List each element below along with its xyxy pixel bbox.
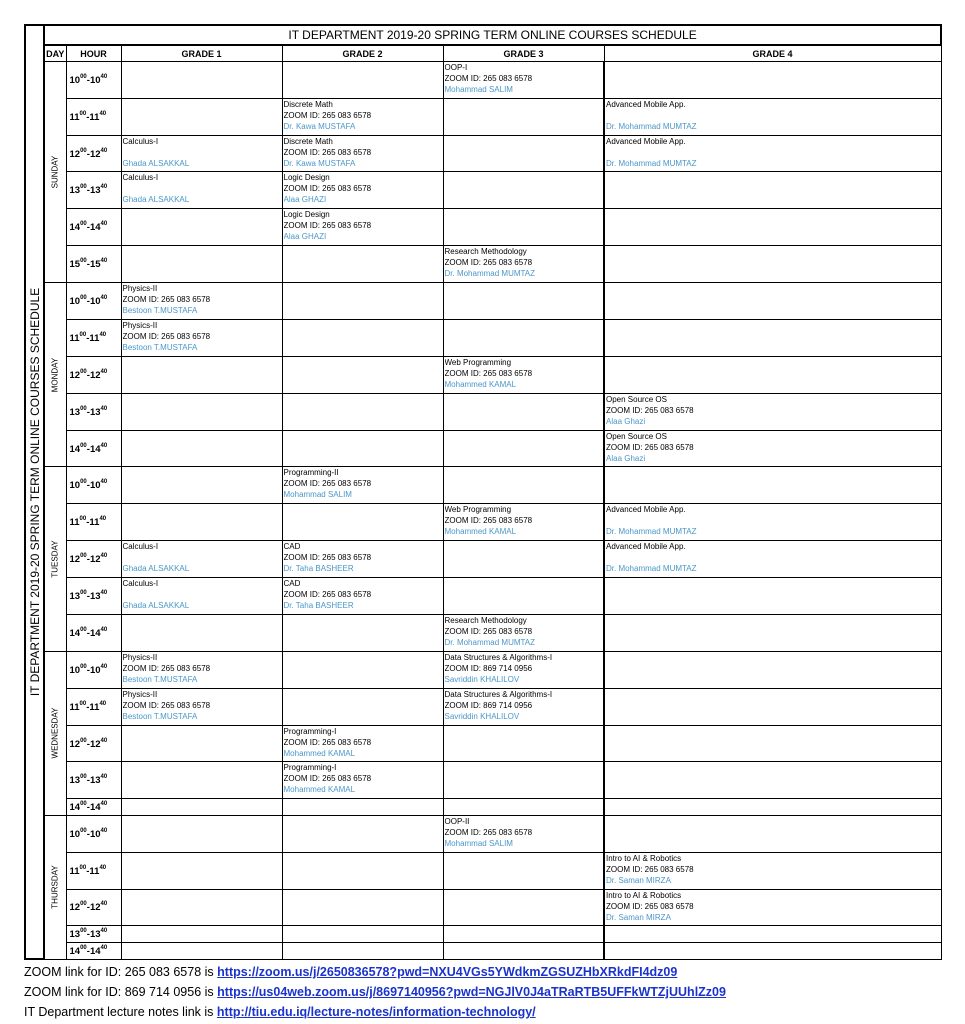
hour-cell: $15^{00}-15^{40}$ bbox=[66, 246, 121, 283]
grade-1-cell bbox=[121, 209, 282, 246]
hour-cell: $10^{00}-10^{40}$ bbox=[66, 61, 121, 98]
instructor-name: Mohammad SALIM bbox=[444, 838, 513, 848]
course-name: Web Programming bbox=[444, 357, 512, 367]
instructor-name: Dr. Mohammad MUMTAZ bbox=[606, 158, 697, 168]
instructor-name: Alaa GHAZI bbox=[283, 195, 327, 205]
grade-3-cell bbox=[443, 578, 604, 615]
grade-3-cell bbox=[443, 688, 604, 725]
grade-4-cell bbox=[604, 614, 941, 651]
hour-cell: $11^{00}-11^{40}$ bbox=[66, 852, 121, 889]
grade-4-cell bbox=[604, 942, 941, 959]
schedule-row bbox=[25, 98, 941, 135]
instructor-name: Alaa Ghazi bbox=[606, 453, 646, 463]
instructor-name: Ghada ALSAKKAL bbox=[122, 564, 190, 574]
grade-4-cell bbox=[604, 651, 941, 688]
instructor-name: Dr. Saman MIRZA bbox=[606, 912, 671, 922]
instructor-name: Ghada ALSAKKAL bbox=[122, 601, 190, 611]
zoom-id: ZOOM ID: 265 083 6578 bbox=[283, 479, 372, 489]
grade-4-cell bbox=[604, 135, 941, 172]
course-name: Programming-I bbox=[283, 763, 337, 773]
grade-1-cell bbox=[121, 651, 282, 688]
day-label-monday: MONDAY bbox=[44, 283, 66, 467]
instructor-name: Alaa GHAZI bbox=[283, 232, 327, 242]
hour-cell: $12^{00}-12^{40}$ bbox=[66, 889, 121, 926]
course-name: Intro to AI & Robotics bbox=[606, 853, 682, 863]
instructor-name: Dr. Kawa MUSTAFA bbox=[283, 158, 356, 168]
schedule-row bbox=[25, 246, 941, 283]
schedule-row bbox=[25, 889, 941, 926]
schedule-row bbox=[25, 651, 941, 688]
hour-cell: $10^{00}-10^{40}$ bbox=[66, 467, 121, 504]
hour-cell: $12^{00}-12^{40}$ bbox=[66, 135, 121, 172]
grade-2-cell bbox=[282, 799, 443, 815]
grade-3-cell bbox=[443, 815, 604, 852]
hour-cell: $12^{00}-12^{40}$ bbox=[66, 725, 121, 762]
grade-3-cell bbox=[443, 172, 604, 209]
zoom-id: ZOOM ID: 265 083 6578 bbox=[283, 774, 372, 784]
grade-2-cell bbox=[282, 504, 443, 541]
course-name: Discrete Math bbox=[283, 136, 333, 146]
grade-3-cell bbox=[443, 725, 604, 762]
grade-4-cell bbox=[604, 852, 941, 889]
hour-cell: $14^{00}-14^{40}$ bbox=[66, 942, 121, 959]
course-name: Logic Design bbox=[283, 210, 330, 220]
schedule-row bbox=[25, 852, 941, 889]
zoom-id: ZOOM ID: 265 083 6578 bbox=[444, 73, 533, 83]
grade-2-cell bbox=[282, 356, 443, 393]
course-name: Programming-II bbox=[283, 468, 339, 478]
zoom-id: ZOOM ID: 265 083 6578 bbox=[283, 110, 372, 120]
zoom-id: ZOOM ID: 265 083 6578 bbox=[444, 827, 533, 837]
course-name: Calculus-I bbox=[122, 542, 159, 552]
grade-1-cell bbox=[121, 61, 282, 98]
grade-4-cell bbox=[604, 283, 941, 320]
footer-text: IT Department lecture notes link is bbox=[24, 1005, 217, 1019]
course-name: Programming-I bbox=[283, 726, 337, 736]
header-grade-2: GRADE 2 bbox=[282, 45, 443, 61]
grade-4-cell bbox=[604, 393, 941, 430]
zoom-id: ZOOM ID: 265 083 6578 bbox=[122, 331, 211, 341]
zoom-id bbox=[606, 110, 941, 121]
hour-cell: $13^{00}-13^{40}$ bbox=[66, 926, 121, 942]
schedule-row bbox=[25, 135, 941, 172]
zoom-id: ZOOM ID: 265 083 6578 bbox=[606, 901, 694, 911]
day-label-tuesday: TUESDAY bbox=[44, 467, 66, 651]
zoom-id bbox=[606, 515, 941, 526]
grade-1-cell bbox=[121, 504, 282, 541]
grade-4-cell bbox=[604, 541, 941, 578]
grade-2-cell bbox=[282, 283, 443, 320]
course-name: Discrete Math bbox=[283, 99, 333, 109]
header-grade-3: GRADE 3 bbox=[443, 45, 604, 61]
grade-3-cell bbox=[443, 61, 604, 98]
header-grade-4: GRADE 4 bbox=[604, 45, 941, 61]
zoom-id: ZOOM ID: 265 083 6578 bbox=[606, 864, 694, 874]
course-name: Advanced Mobile App. bbox=[606, 99, 686, 109]
zoom-id bbox=[123, 552, 282, 563]
course-name: OOP-I bbox=[444, 62, 468, 72]
zoom-id: ZOOM ID: 265 083 6578 bbox=[444, 516, 533, 526]
course-name: Calculus-I bbox=[122, 173, 159, 183]
grade-2-cell bbox=[282, 393, 443, 430]
grade-4-cell bbox=[604, 467, 941, 504]
hour-cell: $10^{00}-10^{40}$ bbox=[66, 651, 121, 688]
grade-1-cell bbox=[121, 98, 282, 135]
schedule-table bbox=[24, 24, 942, 960]
instructor-name: Dr. Taha BASHEER bbox=[283, 601, 354, 611]
instructor-name: Dr. Mohammad MUMTAZ bbox=[444, 269, 536, 279]
schedule-row bbox=[25, 926, 941, 942]
grade-4-cell bbox=[604, 430, 941, 467]
schedule-row bbox=[25, 356, 941, 393]
grade-3-cell bbox=[443, 889, 604, 926]
course-name: Advanced Mobile App. bbox=[606, 505, 686, 515]
grade-4-cell bbox=[604, 578, 941, 615]
grade-1-cell bbox=[121, 688, 282, 725]
course-name: Advanced Mobile App. bbox=[606, 136, 686, 146]
grade-2-cell bbox=[282, 815, 443, 852]
course-name: Research Methodology bbox=[444, 247, 527, 257]
schedule-row bbox=[25, 942, 941, 959]
grade-4-cell bbox=[604, 799, 941, 815]
grade-1-cell bbox=[121, 815, 282, 852]
hour-cell: $11^{00}-11^{40}$ bbox=[66, 319, 121, 356]
grade-4-cell bbox=[604, 246, 941, 283]
hour-cell: $13^{00}-13^{40}$ bbox=[66, 172, 121, 209]
grade-3-cell bbox=[443, 135, 604, 172]
instructor-name: Dr. Mohammad MUMTAZ bbox=[606, 527, 697, 537]
footer-notes bbox=[24, 1002, 954, 1022]
grade-1-cell bbox=[121, 889, 282, 926]
zoom-id: ZOOM ID: 265 083 6578 bbox=[606, 405, 694, 415]
header-hour: HOUR bbox=[66, 45, 121, 61]
schedule-row bbox=[25, 467, 941, 504]
hour-cell: $13^{00}-13^{40}$ bbox=[66, 393, 121, 430]
schedule-row bbox=[25, 688, 941, 725]
zoom-id bbox=[123, 183, 282, 194]
instructor-name: Mohammed KAMAL bbox=[444, 379, 517, 389]
hour-cell: $11^{00}-11^{40}$ bbox=[66, 504, 121, 541]
course-name: Research Methodology bbox=[444, 615, 527, 625]
grade-4-cell bbox=[604, 889, 941, 926]
header-day: DAY bbox=[44, 45, 66, 61]
grade-2-cell bbox=[282, 762, 443, 799]
instructor-name: Dr. Taha BASHEER bbox=[283, 564, 354, 574]
grade-1-cell bbox=[121, 578, 282, 615]
instructor-name: Ghada ALSAKKAL bbox=[122, 158, 190, 168]
footer-text: ZOOM link for ID: 265 083 6578 is bbox=[24, 965, 218, 979]
grade-2-cell bbox=[282, 98, 443, 135]
grade-3-cell bbox=[443, 467, 604, 504]
hour-cell: $13^{00}-13^{40}$ bbox=[66, 578, 121, 615]
grade-1-cell bbox=[121, 246, 282, 283]
course-name: Physics-II bbox=[122, 320, 158, 330]
instructor-name: Dr. Kawa MUSTAFA bbox=[283, 121, 356, 131]
grade-3-cell bbox=[443, 98, 604, 135]
grade-3-cell bbox=[443, 356, 604, 393]
grade-2-cell bbox=[282, 61, 443, 98]
grade-3-cell bbox=[443, 246, 604, 283]
grade-2-cell bbox=[282, 942, 443, 959]
instructor-name: Mohammed KAMAL bbox=[283, 785, 356, 795]
hour-cell: $12^{00}-12^{40}$ bbox=[66, 541, 121, 578]
hour-cell: $14^{00}-14^{40}$ bbox=[66, 209, 121, 246]
grade-4-cell bbox=[604, 725, 941, 762]
grade-1-cell bbox=[121, 430, 282, 467]
grade-3-cell bbox=[443, 541, 604, 578]
course-name: Open Source OS bbox=[606, 394, 667, 404]
hour-cell: $14^{00}-14^{40}$ bbox=[66, 614, 121, 651]
zoom-id: ZOOM ID: 869 714 0956 bbox=[444, 700, 533, 710]
course-name: CAD bbox=[283, 542, 301, 552]
course-name: CAD bbox=[283, 579, 301, 589]
grade-1-cell bbox=[121, 393, 282, 430]
grade-3-cell bbox=[443, 209, 604, 246]
grade-4-cell bbox=[604, 926, 941, 942]
zoom-id: ZOOM ID: 265 083 6578 bbox=[283, 737, 372, 747]
schedule-title: IT DEPARTMENT 2019-20 SPRING TERM ONLINE COURSES SCHEDULE bbox=[44, 25, 941, 45]
course-name: Physics-II bbox=[122, 652, 158, 662]
grade-4-cell bbox=[604, 319, 941, 356]
grade-2-cell bbox=[282, 688, 443, 725]
hour-cell: $14^{00}-14^{40}$ bbox=[66, 799, 121, 815]
course-name: Physics-II bbox=[122, 284, 158, 294]
course-name: Intro to AI & Robotics bbox=[606, 890, 682, 900]
grade-4-cell bbox=[604, 356, 941, 393]
zoom-link-1[interactable]: https://zoom.us/j/2650836578?pwd=NXU4VGs5YWdkmZGSUZHbXRkdFI4dz09 bbox=[217, 965, 678, 979]
grade-2-cell bbox=[282, 578, 443, 615]
course-name: Open Source OS bbox=[606, 431, 667, 441]
grade-1-cell bbox=[121, 852, 282, 889]
footer bbox=[24, 962, 954, 1022]
grade-1-cell bbox=[121, 283, 282, 320]
footer-text: ZOOM link for ID: 869 714 0956 is bbox=[24, 985, 218, 999]
schedule-row bbox=[25, 762, 941, 799]
schedule-row bbox=[25, 614, 941, 651]
grade-2-cell bbox=[282, 467, 443, 504]
hour-cell: $11^{00}-11^{40}$ bbox=[66, 98, 121, 135]
grade-3-cell bbox=[443, 614, 604, 651]
instructor-name: Dr. Mohammad MUMTAZ bbox=[606, 564, 697, 574]
grade-4-cell bbox=[604, 688, 941, 725]
grade-2-cell bbox=[282, 135, 443, 172]
grade-2-cell bbox=[282, 651, 443, 688]
grade-2-cell bbox=[282, 172, 443, 209]
hour-cell: $10^{00}-10^{40}$ bbox=[66, 815, 121, 852]
grade-4-cell bbox=[604, 172, 941, 209]
course-name: Calculus-I bbox=[122, 579, 159, 589]
hour-cell: $13^{00}-13^{40}$ bbox=[66, 762, 121, 799]
course-name: Data Structures & Algorithms-I bbox=[444, 652, 553, 662]
course-name: Data Structures & Algorithms-I bbox=[444, 689, 553, 699]
schedule-row bbox=[25, 319, 941, 356]
grade-4-cell bbox=[604, 98, 941, 135]
instructor-name: Ghada ALSAKKAL bbox=[122, 195, 190, 205]
instructor-name: Bestoon T.MUSTAFA bbox=[122, 711, 198, 721]
zoom-id: ZOOM ID: 869 714 0956 bbox=[444, 663, 533, 673]
course-name: Advanced Mobile App. bbox=[606, 542, 686, 552]
grade-4-cell bbox=[604, 815, 941, 852]
zoom-id: ZOOM ID: 265 083 6578 bbox=[283, 221, 372, 231]
header-grade-1: GRADE 1 bbox=[121, 45, 282, 61]
grade-1-cell bbox=[121, 467, 282, 504]
grade-3-cell bbox=[443, 762, 604, 799]
grade-1-cell bbox=[121, 762, 282, 799]
grade-1-cell bbox=[121, 319, 282, 356]
grade-1-cell bbox=[121, 942, 282, 959]
instructor-name: Savriddin KHALILOV bbox=[444, 711, 520, 721]
zoom-id: ZOOM ID: 265 083 6578 bbox=[444, 368, 533, 378]
course-name: OOP-II bbox=[444, 816, 470, 826]
grade-1-cell bbox=[121, 541, 282, 578]
grade-2-cell bbox=[282, 209, 443, 246]
grade-1-cell bbox=[121, 799, 282, 815]
day-label-sunday: SUNDAY bbox=[44, 61, 66, 282]
grade-2-cell bbox=[282, 430, 443, 467]
hour-cell: $11^{00}-11^{40}$ bbox=[66, 688, 121, 725]
zoom-id: ZOOM ID: 265 083 6578 bbox=[122, 663, 211, 673]
grade-1-cell bbox=[121, 926, 282, 942]
schedule-row bbox=[25, 815, 941, 852]
grade-2-cell bbox=[282, 725, 443, 762]
instructor-name: Dr. Saman MIRZA bbox=[606, 875, 671, 885]
grade-3-cell bbox=[443, 430, 604, 467]
zoom-id: ZOOM ID: 265 083 6578 bbox=[283, 147, 372, 157]
schedule-row bbox=[25, 209, 941, 246]
instructor-name: Mohammad SALIM bbox=[283, 490, 352, 500]
course-name: Calculus-I bbox=[122, 136, 159, 146]
schedule-row bbox=[25, 725, 941, 762]
zoom-id bbox=[123, 147, 282, 158]
schedule-row bbox=[25, 172, 941, 209]
day-label-thursday: THURSDAY bbox=[44, 815, 66, 959]
grade-3-cell bbox=[443, 852, 604, 889]
grade-3-cell bbox=[443, 393, 604, 430]
instructor-name: Mohammed KAMAL bbox=[444, 527, 517, 537]
course-name: Physics-II bbox=[122, 689, 158, 699]
zoom-id: ZOOM ID: 265 083 6578 bbox=[283, 184, 372, 194]
instructor-name: Mohammed KAMAL bbox=[283, 748, 356, 758]
grade-1-cell bbox=[121, 172, 282, 209]
grade-1-cell bbox=[121, 725, 282, 762]
grade-2-cell bbox=[282, 852, 443, 889]
zoom-id: ZOOM ID: 265 083 6578 bbox=[444, 626, 533, 636]
zoom-id: ZOOM ID: 265 083 6578 bbox=[444, 258, 533, 268]
schedule-row bbox=[25, 799, 941, 815]
side-title: IT DEPARTMENT 2019-20 SPRING TERM ONLINE COURSES SCHEDULE bbox=[25, 25, 44, 959]
instructor-name: Savriddin KHALILOV bbox=[444, 674, 520, 684]
schedule-row bbox=[25, 578, 941, 615]
grade-2-cell bbox=[282, 319, 443, 356]
instructor-name: Bestoon T.MUSTAFA bbox=[122, 674, 198, 684]
instructor-name: Bestoon T.MUSTAFA bbox=[122, 342, 198, 352]
grade-4-cell bbox=[604, 61, 941, 98]
grade-2-cell bbox=[282, 541, 443, 578]
schedule-row bbox=[25, 430, 941, 467]
grade-1-cell bbox=[121, 135, 282, 172]
instructor-name: Alaa Ghazi bbox=[606, 416, 646, 426]
schedule-row bbox=[25, 393, 941, 430]
hour-cell: $12^{00}-12^{40}$ bbox=[66, 356, 121, 393]
grade-2-cell bbox=[282, 926, 443, 942]
zoom-id bbox=[123, 589, 282, 600]
instructor-name: Dr. Mohammad MUMTAZ bbox=[606, 121, 697, 131]
zoom-id: ZOOM ID: 265 083 6578 bbox=[122, 700, 211, 710]
grade-4-cell bbox=[604, 504, 941, 541]
zoom-id: ZOOM ID: 265 083 6578 bbox=[606, 442, 694, 452]
hour-cell: $14^{00}-14^{40}$ bbox=[66, 430, 121, 467]
footer-zoom-2 bbox=[24, 982, 954, 1002]
schedule-row bbox=[25, 61, 941, 98]
grade-4-cell bbox=[604, 209, 941, 246]
grade-2-cell bbox=[282, 614, 443, 651]
lecture-notes-link[interactable]: http://tiu.edu.iq/lecture-notes/information-technology/ bbox=[216, 1005, 536, 1019]
grade-3-cell bbox=[443, 799, 604, 815]
grade-1-cell bbox=[121, 356, 282, 393]
instructor-name: Dr. Mohammad MUMTAZ bbox=[444, 637, 536, 647]
footer-zoom-1 bbox=[24, 962, 954, 982]
grade-2-cell bbox=[282, 246, 443, 283]
zoom-id: ZOOM ID: 265 083 6578 bbox=[283, 590, 372, 600]
hour-cell: $10^{00}-10^{40}$ bbox=[66, 283, 121, 320]
zoom-link-2[interactable]: https://us04web.zoom.us/j/8697140956?pwd=NGJlV0J4aTRaRTB5UFFkWTZjUUhlZz09 bbox=[217, 985, 726, 999]
zoom-id bbox=[606, 552, 941, 563]
grade-1-cell bbox=[121, 614, 282, 651]
grade-3-cell bbox=[443, 504, 604, 541]
zoom-id: ZOOM ID: 265 083 6578 bbox=[122, 295, 211, 305]
grade-2-cell bbox=[282, 889, 443, 926]
grade-4-cell bbox=[604, 762, 941, 799]
grade-3-cell bbox=[443, 319, 604, 356]
grade-3-cell bbox=[443, 942, 604, 959]
schedule-row bbox=[25, 541, 941, 578]
day-label-wednesday: WEDNESDAY bbox=[44, 651, 66, 815]
grade-3-cell bbox=[443, 651, 604, 688]
schedule-row bbox=[25, 504, 941, 541]
instructor-name: Bestoon T.MUSTAFA bbox=[122, 306, 198, 316]
grade-3-cell bbox=[443, 926, 604, 942]
course-name: Web Programming bbox=[444, 505, 512, 515]
schedule-row bbox=[25, 283, 941, 320]
instructor-name: Mohammad SALIM bbox=[444, 84, 513, 94]
zoom-id bbox=[606, 147, 941, 158]
zoom-id: ZOOM ID: 265 083 6578 bbox=[283, 553, 372, 563]
grade-3-cell bbox=[443, 283, 604, 320]
course-name: Logic Design bbox=[283, 173, 330, 183]
